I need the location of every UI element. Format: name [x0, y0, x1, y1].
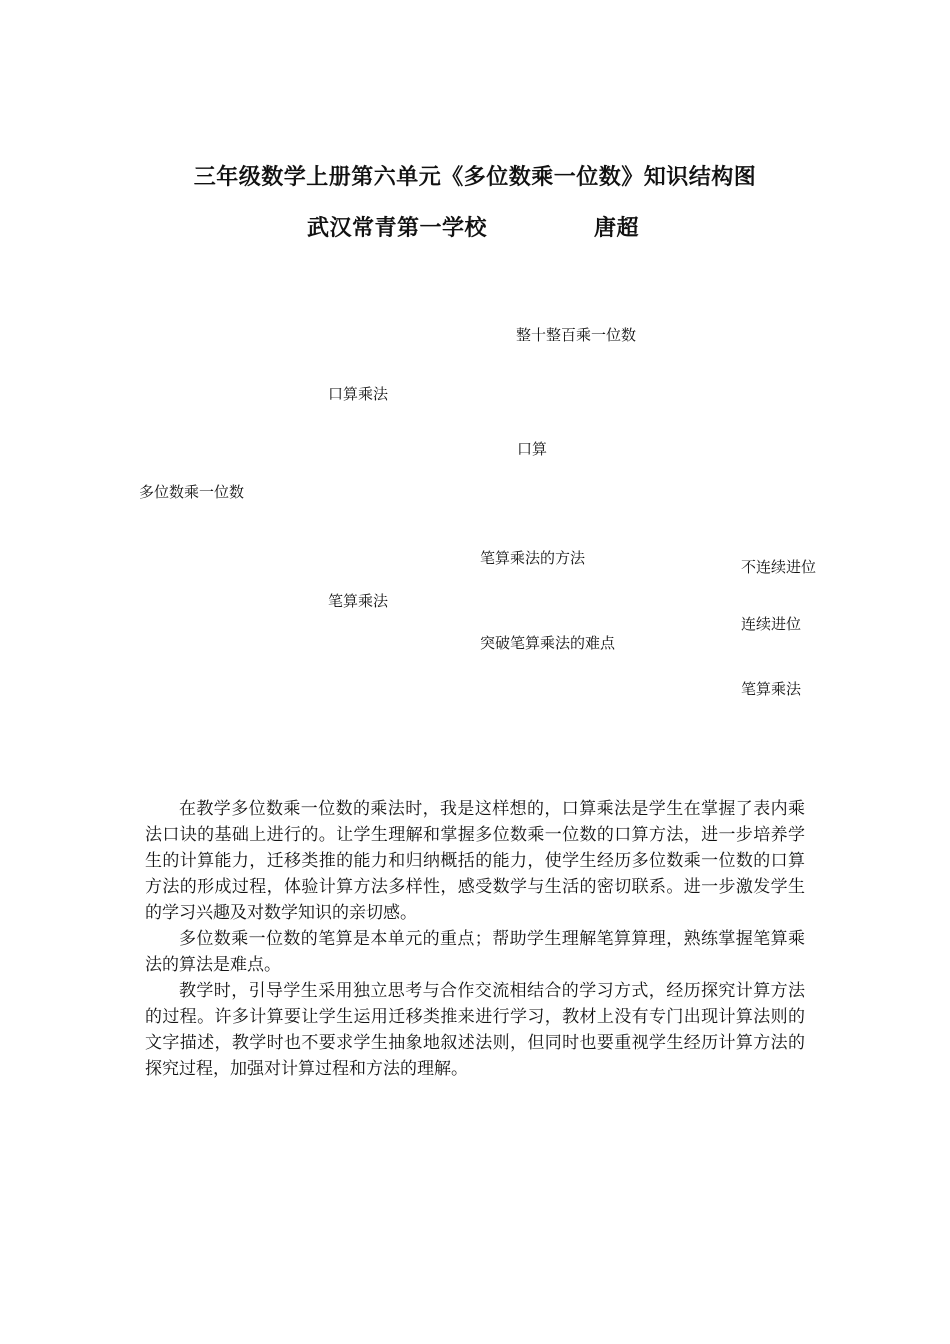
school-name: 武汉常青第一学校	[307, 216, 488, 241]
node-continuous-carry: 连续进位	[741, 615, 802, 633]
node-written-branch: 笔算乘法	[328, 592, 389, 610]
author-name: 唐超	[594, 216, 640, 241]
node-written-method: 笔算乘法的方法	[480, 549, 586, 567]
paragraph: 教学时，引导学生采用独立思考与合作交流相结合的学习方式，经历探究计算方法的过程。许多计算要让学生运用迁移类推来进行学习，教材上没有专门出现计算法则的文字描述，教学时也不要求学生抽象地叙述法则，但同时也要重视学生经历计算方法的探究过程，加强对计算过程和方法的理解。	[145, 981, 805, 1079]
node-oral-branch: 口算乘法	[328, 385, 389, 403]
teaching-reflection-text	[145, 796, 805, 1082]
node-oral-integer: 整十整百乘一位数	[516, 326, 637, 344]
document-title: 三年级数学上册第六单元《多位数乘一位数》知识结构图	[193, 165, 757, 190]
node-written-difficulty: 突破笔算乘法的难点	[480, 634, 616, 652]
node-oral-simple: 口算	[517, 440, 548, 458]
paragraph: 多位数乘一位数的笔算是本单元的重点；帮助学生理解笔算算理，熟练掌握笔算乘法的算法是难点。	[145, 929, 805, 975]
node-no-carry-continuous: 不连续进位	[741, 558, 817, 576]
node-root: 多位数乘一位数	[139, 483, 245, 501]
paragraph: 在教学多位数乘一位数的乘法时，我是这样想的，口算乘法是学生在掌握了表内乘法口诀的基础上进行的。让学生理解和掌握多位数乘一位数的口算方法，进一步培养学生的计算能力，迁移类推的能力和归纳概括的能力，使学生经历多位数乘一位数的口算方法的形成过程，体验计算方法多样性，感受数学与生活的密切联系。进一步激发学生的学习兴趣及对数学知识的亲切感。	[145, 799, 805, 923]
node-written-multiply: 笔算乘法	[741, 680, 802, 698]
